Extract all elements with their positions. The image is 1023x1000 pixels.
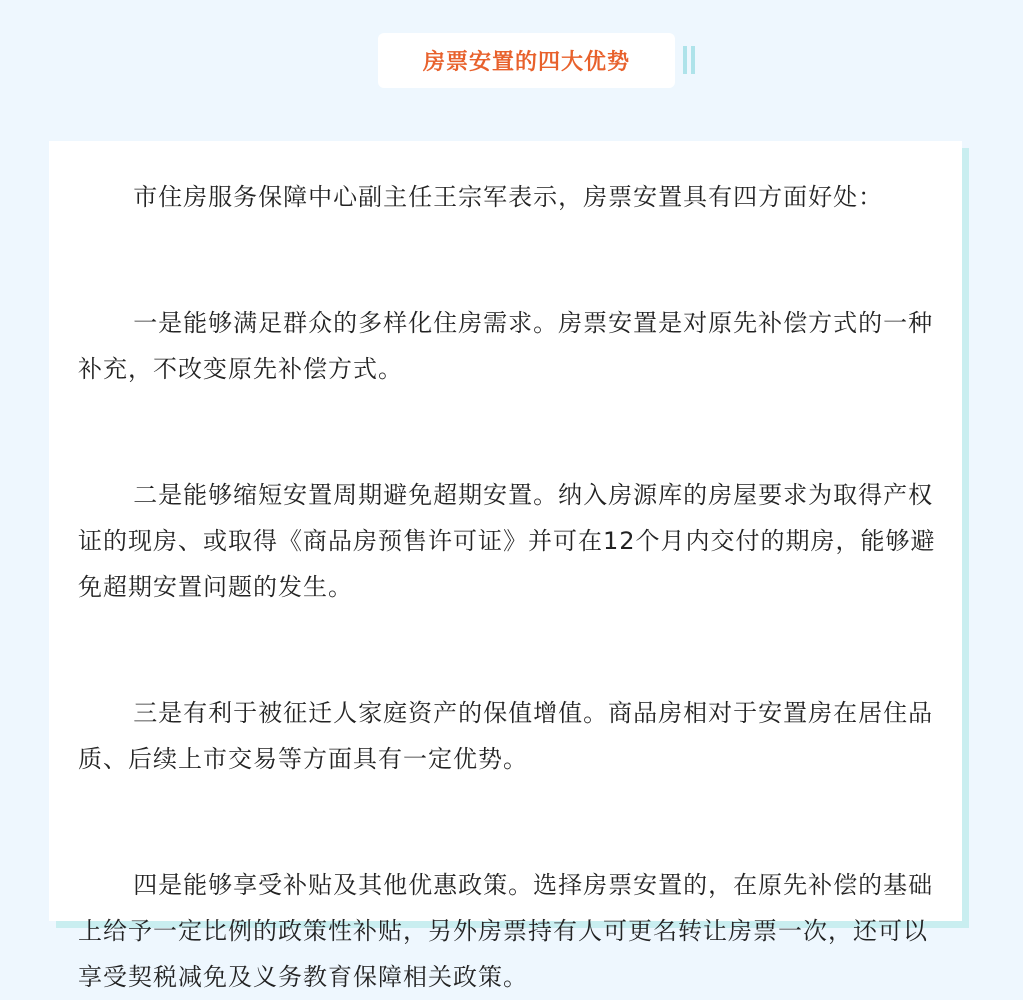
article-body (78, 174, 938, 1000)
paragraph-advantage-4: 四是能够享受补贴及其他优惠政策。选择房票安置的，在原先补偿的基础上给予一定比例的政策性补贴，另外房票持有人可更名转让房票一次，还可以享受契税减免及义务教育保障相关政策。 (78, 871, 934, 991)
title-decoration-bar-1 (683, 46, 687, 74)
section-title: 房票安置的四大优势 (422, 50, 630, 75)
paragraph-advantage-3: 三是有利于被征迁人家庭资产的保值增值。商品房相对于安置房在居住品质、后续上市交易等方面具有一定优势。 (78, 699, 934, 773)
section-title-banner (378, 33, 676, 88)
title-decoration-bar-2 (691, 46, 695, 74)
title-box (378, 33, 675, 88)
paragraph-advantage-2: 二是能够缩短安置周期避免超期安置。纳入房源库的房屋要求为取得产权证的现房、或取得《商品房预售许可证》并可在12个月内交付的期房，能够避免超期安置问题的发生。 (78, 481, 936, 601)
paragraph-intro: 市住房服务保障中心副主任王宗军表示，房票安置具有四方面好处： (133, 183, 884, 211)
paragraph-advantage-1: 一是能够满足群众的多样化住房需求。房票安置是对原先补偿方式的一种补充，不改变原先补偿方式。 (78, 309, 934, 383)
